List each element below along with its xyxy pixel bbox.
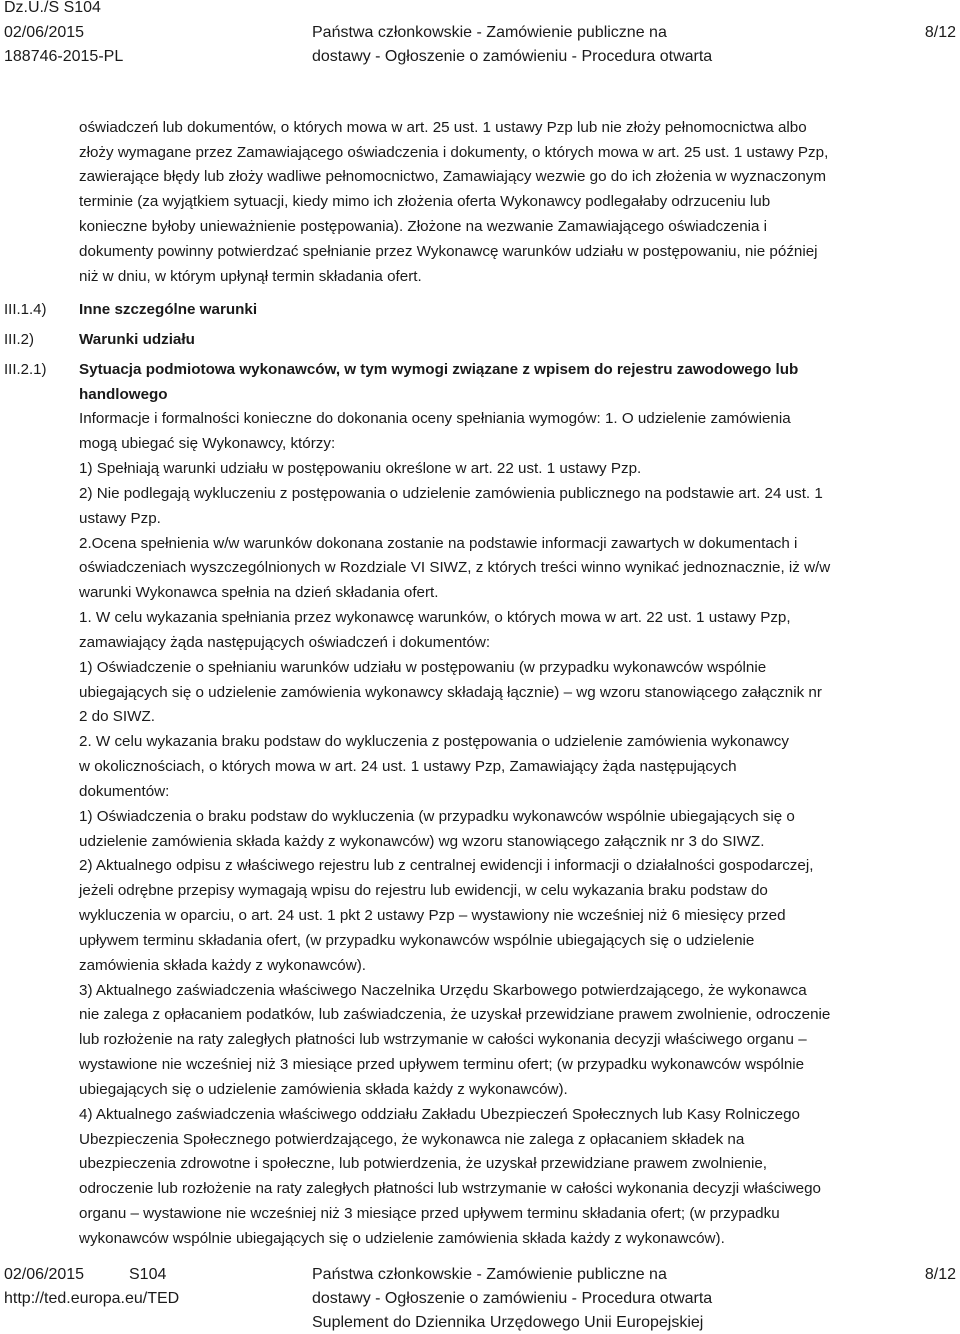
heading-other-conditions: Inne szczególne warunki — [79, 301, 258, 318]
text-line: wystawione nie wcześniej niż 3 miesiące przed upływem terminu ofert; (w przypadku wykonawców wspólnie — [79, 1056, 805, 1073]
footer-title-line3: Suplement do Dziennika Urzędowego Unii Europejskiej — [312, 1314, 704, 1331]
text-line: ubiegających się o udzielenie zamówienia składa każdy z wykonawców). — [79, 1081, 568, 1098]
text-line: 2 do SIWZ. — [79, 708, 155, 725]
text-line: wykonawców wspólnie ubiegających się o udzielenie zamówienia składa każdy z wykonawców). — [79, 1230, 725, 1247]
text-line: 2. W celu wykazania braku podstaw do wykluczenia z postępowania o udzielenie zamówienia wykonawcy — [79, 733, 789, 750]
text-line: dokumenty powinny potwierdzać spełnianie przez Wykonawcę warunków udziału w postępowaniu, nie później — [79, 243, 818, 260]
publication-date: 02/06/2015 — [4, 24, 85, 41]
document-number: 188746-2015-PL — [4, 48, 124, 65]
text-line: odroczenie lub rozłożenie na raty zaległych płatności lub wstrzymanie w całości wykonania decyzji właściwego — [79, 1180, 822, 1197]
notice-title-line2: dostawy - Ogłoszenie o zamówieniu - Procedura otwarta — [312, 48, 713, 65]
section-number: III.1.4) — [4, 301, 47, 318]
footer-title-line1: Państwa członkowskie - Zamówienie publiczne na — [312, 1266, 667, 1283]
text-line: ubiegających się o udzielenie zamówienia wykonawcy składają łącznie) – wg wzoru stanowiącego załącznik nr — [79, 684, 822, 701]
text-line: 1) Oświadczenie o spełnianiu warunków udziału w postępowaniu (w przypadku wykonawców wspólnie — [79, 659, 767, 676]
text-line: zamówienia składa każdy z wykonawców). — [79, 957, 366, 974]
text-line: oświadczeniach wyszczególnionych w Rozdziale VI SIWZ, z których treści winno wynikać jednoznacznie, iż w/w — [79, 559, 831, 576]
heading-subject-situation: Sytuacja podmiotowa wykonawców, w tym wymogi związane z wpisem do rejestru zawodowego lub — [79, 361, 799, 378]
text-line: jeżeli odrębne przepisy wymagają wpisu do rejestru lub ewidencji, w celu wykazania braku podstaw do — [79, 882, 768, 899]
heading-participation-conditions: Warunki udziału — [79, 331, 195, 348]
footer-url-link[interactable]: http://ted.europa.eu/TED — [4, 1290, 180, 1307]
text-line: oświadczeń lub dokumentów, o których mowa w art. 25 ust. 1 ustawy Pzp lub nie złoży pełnomocnictwa albo — [79, 119, 807, 136]
text-line: warunki Wykonawca spełnia na dzień składania ofert. — [79, 584, 439, 601]
footer-page-number: 8/12 — [924, 1266, 956, 1283]
text-line: złoży wymagane przez Zamawiającego oświadczenia i dokumenty, o których mowa w art. 25 ust. 1 ustawy Pzp, — [79, 144, 829, 161]
text-line: 1) Spełniają warunki udziału w postępowaniu określone w art. 22 ust. 1 ustawy Pzp. — [79, 460, 642, 477]
heading-subject-situation-cont: handlowego — [79, 386, 168, 403]
footer-series: S104 — [129, 1266, 167, 1283]
footer-title-line2: dostawy - Ogłoszenie o zamówieniu - Procedura otwarta — [312, 1290, 713, 1307]
text-line: wykluczenia w oparciu, o art. 24 ust. 1 pkt 2 ustawy Pzp – wystawiony nie wcześniej niż 6 miesięcy przed — [79, 907, 786, 924]
text-line: 3) Aktualnego zaświadczenia właściwego Naczelnika Urzędu Skarbowego potwierdzającego, że wykonawca — [79, 982, 807, 999]
text-line: dokumentów: — [79, 783, 170, 800]
text-line: niż w dniu, w którym upłynął termin składania ofert. — [79, 268, 422, 285]
text-line: w okolicznościach, o których mowa w art. 24 ust. 1 ustawy Pzp, Zamawiający żąda następujących — [79, 758, 737, 775]
notice-title-line1: Państwa członkowskie - Zamówienie publiczne na — [312, 24, 667, 41]
text-line: Ubezpieczenia Społecznego potwierdzającego, że wykonawca nie zalega z opłacaniem składek na — [79, 1131, 745, 1148]
text-line: nie zalega z opłacaniem podatków, lub zaświadczenia, że uzyskał przewidziane prawem zwolnienie, odroczenie — [79, 1006, 831, 1023]
journal-reference: Dz.U./S S104 — [4, 0, 101, 16]
text-line: lub rozłożenie na raty zaległych płatności lub wstrzymanie w całości wykonania decyzji właściwego organu – — [79, 1031, 807, 1048]
text-line: terminie (za wyjątkiem sytuacji, kiedy mimo ich złożenia oferta Wykonawcy podlegałaby odrzuceniu lub — [79, 193, 771, 210]
text-line: ustawy Pzp. — [79, 510, 161, 527]
text-line: organu – wystawione nie wcześniej niż 3 miesiące przed upływem terminu składania ofert; (w przypadku — [79, 1205, 780, 1222]
text-line: konieczne byłoby unieważnienie postępowania). Złożone na wezwanie Zamawiającego oświadczenia i — [79, 218, 768, 235]
text-line: 4) Aktualnego zaświadczenia właściwego oddziału Zakładu Ubezpieczeń Społecznych lub Kasy Rolniczego — [79, 1106, 800, 1123]
text-line: ubezpieczenia zdrowotne i społeczne, lub potwierdzenia, że uzyskał przewidziane prawem zwolnienie, — [79, 1155, 768, 1172]
text-line: 1. W celu wykazania spełniania przez wykonawcę warunków, o których mowa w art. 22 ust. 1 ustawy Pzp, — [79, 609, 791, 626]
text-line: zawierające błędy lub złoży wadliwe pełnomocnictwo, Zamawiający wezwie go do ich złożenia w wyznaczonym — [79, 168, 827, 185]
text-line: 2.Ocena spełnienia w/w warunków dokonana zostanie na podstawie informacji zawartych w dokumentach i — [79, 535, 798, 552]
text-line: upływem terminu składania ofert, (w przypadku wykonawców wspólnie ubiegających się o udzielenie — [79, 932, 755, 949]
text-line: 2) Aktualnego odpisu z właściwego rejestru lub z centralnej ewidencji i informacji o działalności gospodarczej, — [79, 857, 814, 874]
text-line: mogą ubiegać się Wykonawcy, którzy: — [79, 435, 336, 452]
text-line: 2) Nie podlegają wykluczeniu z postępowania o udzielenie zamówienia publicznego na podstawie art. 24 ust. 1 — [79, 485, 823, 502]
footer-date: 02/06/2015 — [4, 1266, 85, 1283]
page-number: 8/12 — [924, 24, 956, 41]
text-line: udzielenie zamówienia składa każdy z wykonawców) wg wzoru stanowiącego załącznik nr 3 do SIWZ. — [79, 833, 765, 850]
text-line: 1) Oświadczenia o braku podstaw do wykluczenia (w przypadku wykonawców wspólnie ubiegających się o — [79, 808, 795, 825]
text-line: zamawiający żąda następujących oświadczeń i dokumentów: — [79, 634, 491, 651]
text-line: Informacje i formalności konieczne do dokonania oceny spełniania wymogów: 1. O udzielenie zamówienia — [79, 410, 791, 427]
section-number: III.2.1) — [4, 361, 47, 378]
section-number: III.2) — [4, 331, 35, 348]
